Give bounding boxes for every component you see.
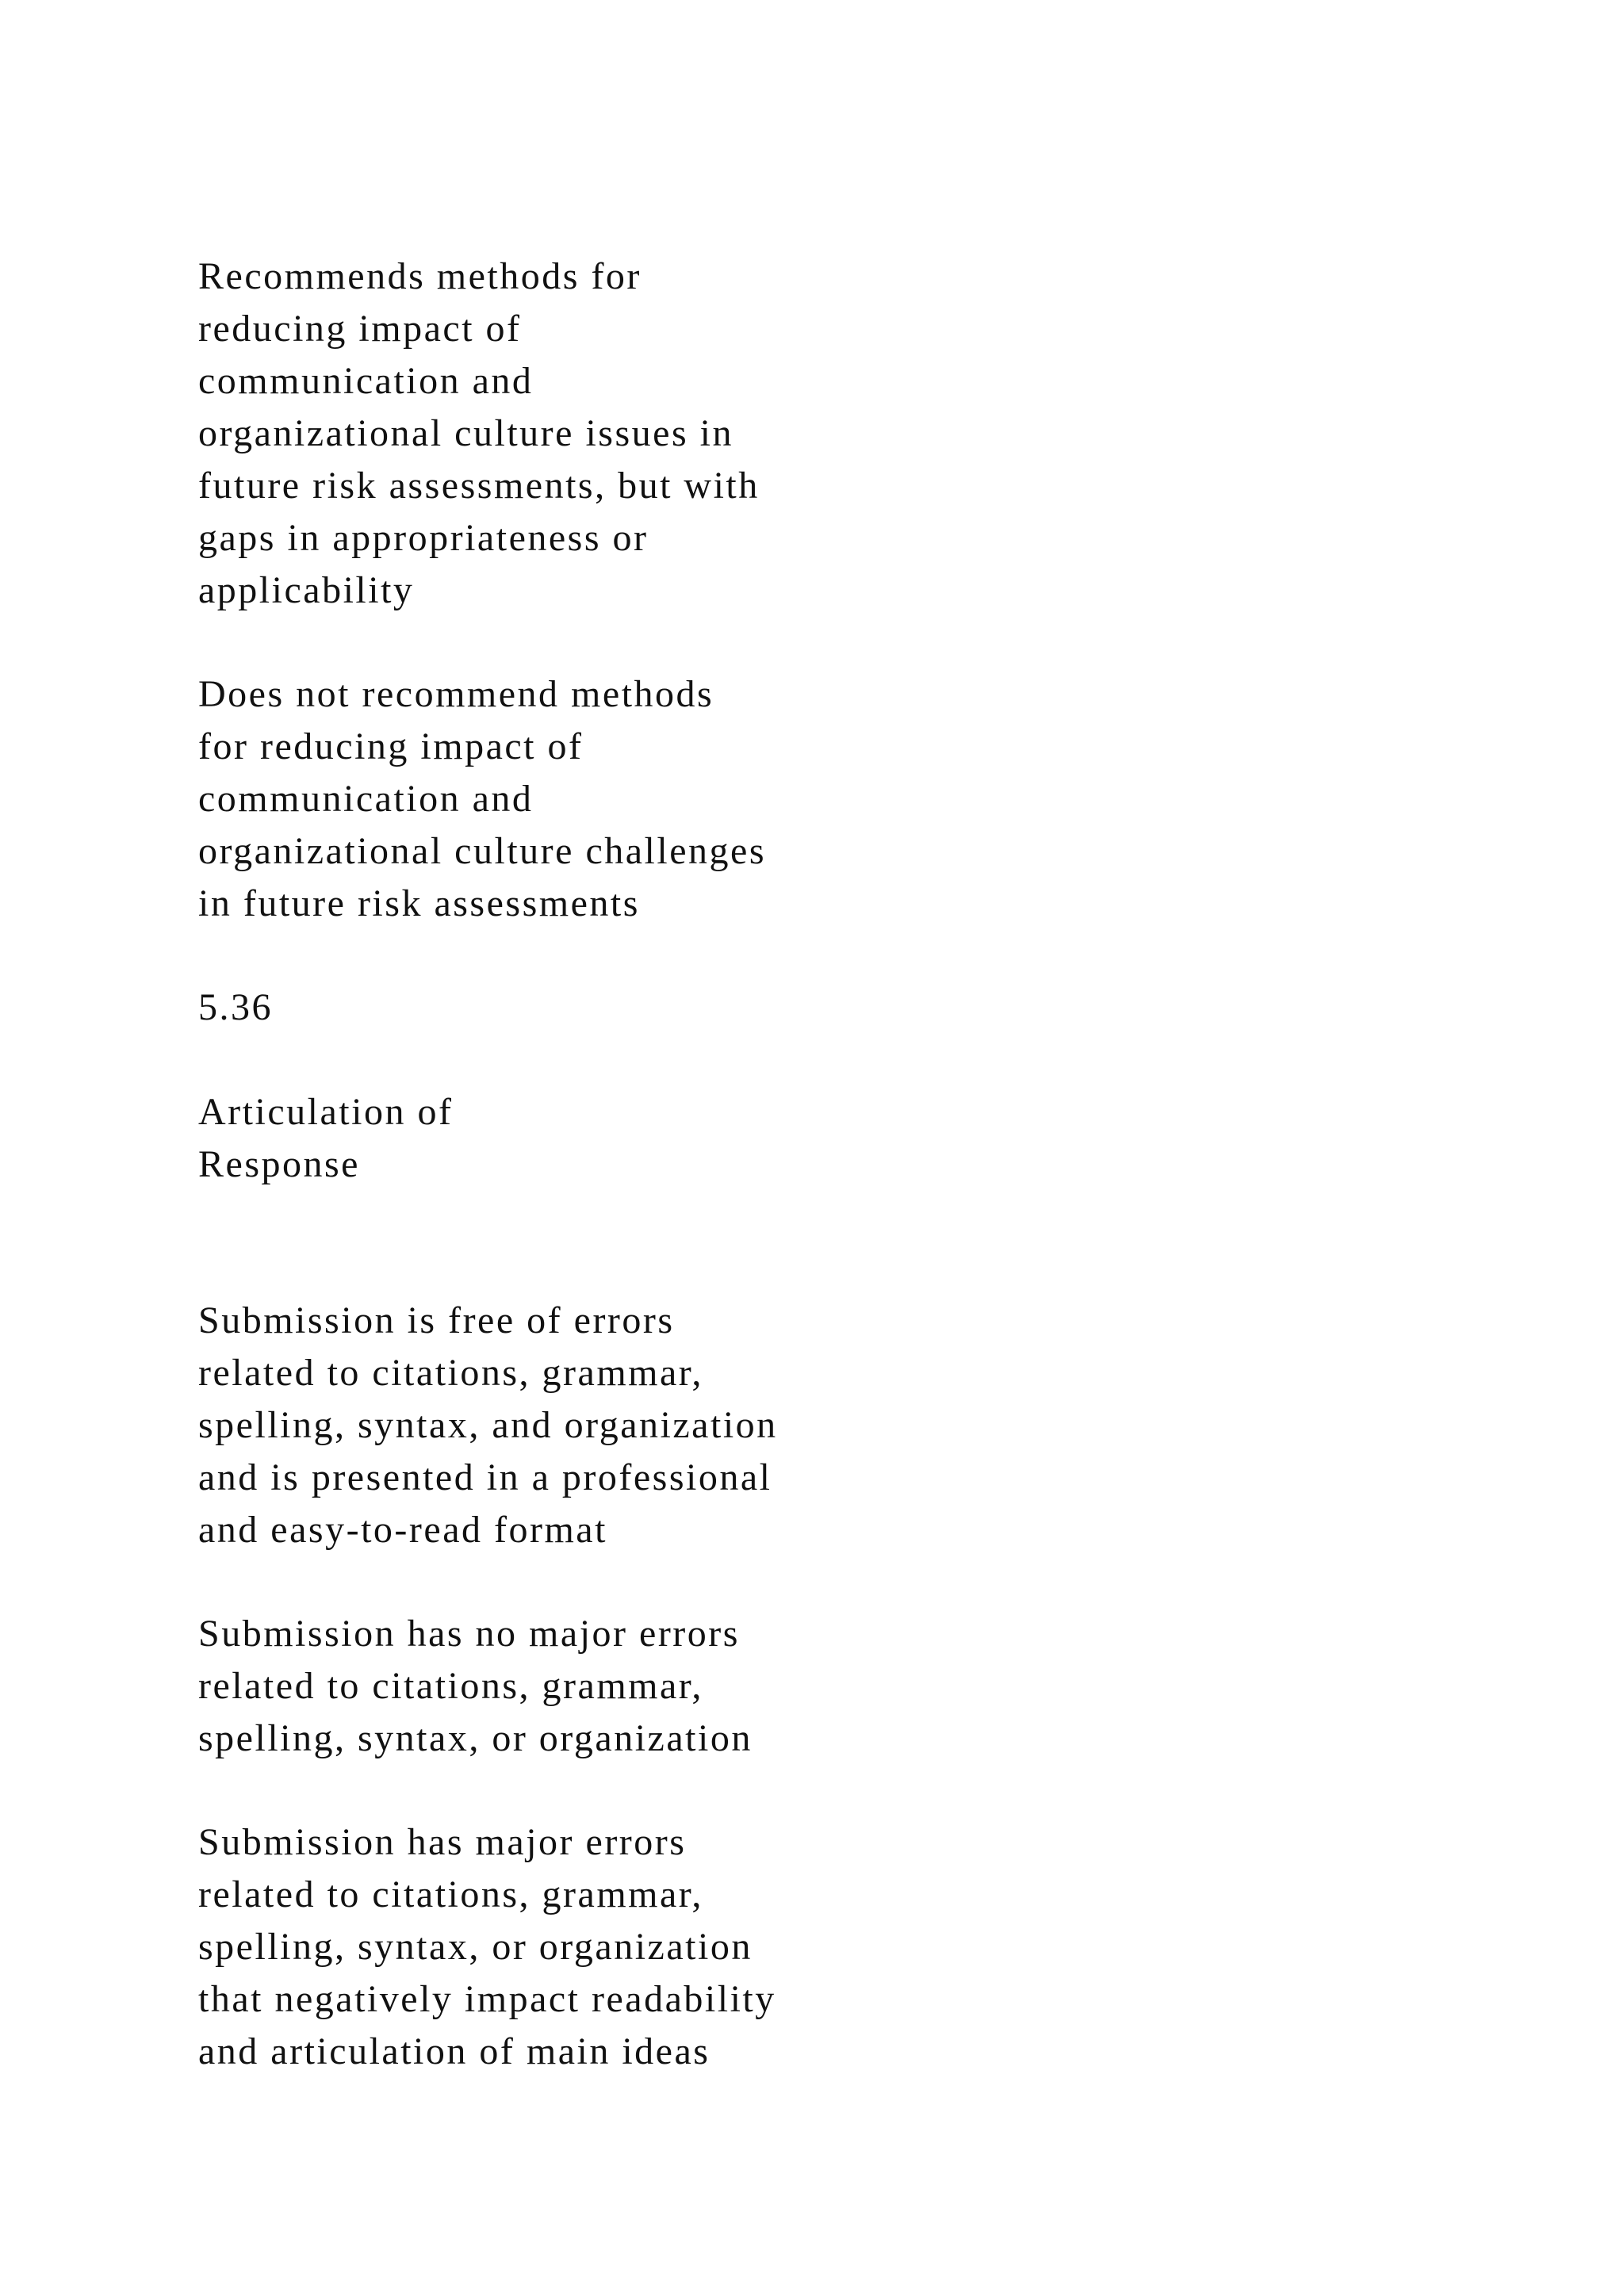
text-line: Submission has major errors (198, 1821, 687, 1863)
text-line: related to citations, grammar, (198, 1665, 703, 1707)
text-line: communication and (198, 778, 534, 820)
paragraph-free-of-errors (198, 1295, 778, 1556)
paragraph-does-not-recommend (198, 668, 766, 930)
paragraph-no-major-errors (198, 1608, 753, 1765)
text-line: related to citations, grammar, (198, 1352, 703, 1394)
text-line: Does not recommend methods (198, 673, 714, 715)
text-line: organizational culture challenges (198, 830, 767, 872)
text-line: and articulation of main ideas (198, 2030, 710, 2072)
criterion-title (198, 1086, 453, 1191)
text-line: future risk assessments, but with (198, 465, 760, 507)
text-line: Submission has no major errors (198, 1613, 740, 1655)
text-line: and easy-to-read format (198, 1509, 607, 1551)
text-line: spelling, syntax, or organization (198, 1926, 753, 1968)
paragraph-major-errors (198, 1816, 776, 2078)
text-line: Recommends methods for (198, 255, 642, 297)
text-line: for reducing impact of (198, 725, 584, 767)
paragraph-recommends-with-gaps (198, 251, 760, 617)
text-line: in future risk assessments (198, 882, 640, 924)
text-line: Submission is free of errors (198, 1299, 675, 1341)
text-line: reducing impact of (198, 308, 522, 350)
text-line: communication and (198, 360, 534, 402)
text-line: and is presented in a professional (198, 1456, 772, 1498)
text-line: related to citations, grammar, (198, 1873, 703, 1915)
text-line: organizational culture issues in (198, 412, 733, 454)
text-line: spelling, syntax, and organization (198, 1404, 778, 1446)
text-line: gaps in appropriateness or (198, 517, 649, 559)
text-line: spelling, syntax, or organization (198, 1717, 753, 1759)
text-line: 5.36 (198, 986, 273, 1028)
text-line: Articulation of (198, 1091, 454, 1133)
text-line: Response (198, 1143, 360, 1185)
score-value (198, 982, 273, 1034)
text-line: that negatively impact readability (198, 1978, 776, 2020)
text-line: applicability (198, 569, 415, 611)
